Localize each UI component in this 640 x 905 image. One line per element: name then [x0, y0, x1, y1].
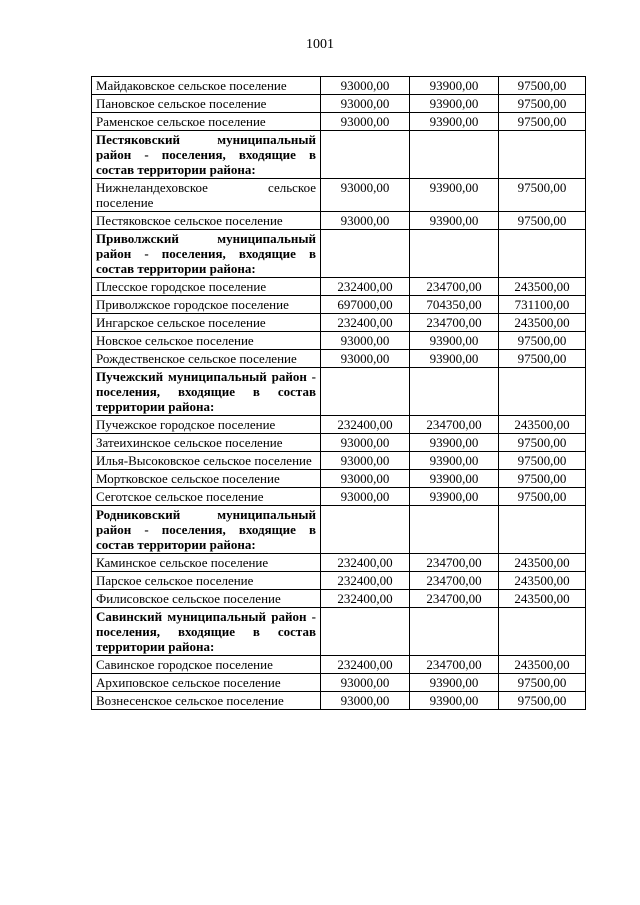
amount-year-2: 93900,00: [410, 212, 499, 230]
table-body: [92, 77, 586, 710]
district-heading-row: [92, 506, 586, 554]
amount-year-1: 93000,00: [321, 674, 410, 692]
amount-year-2: [410, 131, 499, 179]
settlement-row: [92, 470, 586, 488]
amount-year-2: 93900,00: [410, 113, 499, 131]
amount-year-3: 97500,00: [499, 77, 586, 95]
settlement-row: [92, 95, 586, 113]
settlement-name: Майдаковское сельское поселение: [92, 77, 321, 95]
amount-year-1: 232400,00: [321, 278, 410, 296]
amount-year-1: 697000,00: [321, 296, 410, 314]
settlement-row: [92, 314, 586, 332]
district-heading: Приволжский муниципальный район - поселения, входящие в состав территории района:: [92, 230, 321, 278]
settlement-row: [92, 77, 586, 95]
amount-year-2: 93900,00: [410, 95, 499, 113]
district-heading-row: [92, 230, 586, 278]
amount-year-1: 232400,00: [321, 656, 410, 674]
amount-year-1: 93000,00: [321, 95, 410, 113]
amount-year-1: 93000,00: [321, 488, 410, 506]
settlement-name: Илья-Высоковское сельское поселение: [92, 452, 321, 470]
amount-year-3: 97500,00: [499, 434, 586, 452]
amount-year-2: 234700,00: [410, 416, 499, 434]
amount-year-3: 243500,00: [499, 656, 586, 674]
amount-year-2: 93900,00: [410, 332, 499, 350]
settlements-budget-table: [91, 76, 586, 710]
settlement-row: [92, 692, 586, 710]
settlement-name: Парское сельское поселение: [92, 572, 321, 590]
amount-year-1: 93000,00: [321, 179, 410, 212]
amount-year-1: 232400,00: [321, 590, 410, 608]
district-heading: Савинский муниципальный район - поселения, входящие в состав территории района:: [92, 608, 321, 656]
amount-year-1: 232400,00: [321, 572, 410, 590]
settlement-name: Пучежское городское поселение: [92, 416, 321, 434]
amount-year-1: [321, 506, 410, 554]
amount-year-2: 704350,00: [410, 296, 499, 314]
amount-year-3: 243500,00: [499, 314, 586, 332]
settlement-name: Филисовское сельское поселение: [92, 590, 321, 608]
settlement-name: Архиповское сельское поселение: [92, 674, 321, 692]
amount-year-3: 97500,00: [499, 179, 586, 212]
amount-year-3: [499, 368, 586, 416]
amount-year-2: 234700,00: [410, 590, 499, 608]
settlement-row: [92, 113, 586, 131]
settlement-row: [92, 656, 586, 674]
amount-year-1: 232400,00: [321, 314, 410, 332]
amount-year-1: [321, 131, 410, 179]
amount-year-1: 93000,00: [321, 434, 410, 452]
settlement-name: Рождественское сельское поселение: [92, 350, 321, 368]
amount-year-3: 243500,00: [499, 590, 586, 608]
amount-year-3: 97500,00: [499, 350, 586, 368]
amount-year-3: 97500,00: [499, 692, 586, 710]
settlement-name: Плесское городское поселение: [92, 278, 321, 296]
settlement-row: [92, 674, 586, 692]
settlement-name: Мортковское сельское поселение: [92, 470, 321, 488]
settlement-row: [92, 488, 586, 506]
amount-year-3: 97500,00: [499, 212, 586, 230]
amount-year-3: 97500,00: [499, 674, 586, 692]
amount-year-2: 93900,00: [410, 488, 499, 506]
settlement-name: Савинское городское поселение: [92, 656, 321, 674]
amount-year-3: 97500,00: [499, 488, 586, 506]
amount-year-1: 93000,00: [321, 692, 410, 710]
amount-year-2: 234700,00: [410, 572, 499, 590]
district-heading: Родниковский муниципальный район - поселения, входящие в состав территории района:: [92, 506, 321, 554]
amount-year-3: 97500,00: [499, 470, 586, 488]
district-heading-row: [92, 608, 586, 656]
amount-year-2: [410, 230, 499, 278]
amount-year-2: 234700,00: [410, 554, 499, 572]
amount-year-2: 93900,00: [410, 452, 499, 470]
amount-year-3: 97500,00: [499, 113, 586, 131]
amount-year-3: [499, 230, 586, 278]
amount-year-1: 93000,00: [321, 350, 410, 368]
amount-year-2: 93900,00: [410, 179, 499, 212]
amount-year-1: 93000,00: [321, 452, 410, 470]
amount-year-2: 93900,00: [410, 470, 499, 488]
settlement-row: [92, 278, 586, 296]
amount-year-3: 243500,00: [499, 572, 586, 590]
settlement-row: [92, 212, 586, 230]
settlement-row: [92, 452, 586, 470]
amount-year-1: 93000,00: [321, 77, 410, 95]
settlement-row: [92, 296, 586, 314]
amount-year-1: 232400,00: [321, 416, 410, 434]
amount-year-3: 97500,00: [499, 332, 586, 350]
settlement-name: Новское сельское поселение: [92, 332, 321, 350]
amount-year-3: 97500,00: [499, 452, 586, 470]
amount-year-1: [321, 368, 410, 416]
settlement-name: Нижнеландеховское сельское поселение: [92, 179, 321, 212]
settlement-row: [92, 572, 586, 590]
amount-year-2: 93900,00: [410, 692, 499, 710]
page-number: 1001: [306, 37, 334, 52]
amount-year-3: 243500,00: [499, 554, 586, 572]
amount-year-2: 93900,00: [410, 674, 499, 692]
amount-year-1: [321, 608, 410, 656]
amount-year-3: 731100,00: [499, 296, 586, 314]
amount-year-2: 93900,00: [410, 434, 499, 452]
amount-year-1: 93000,00: [321, 332, 410, 350]
settlement-name: Вознесенское сельское поселение: [92, 692, 321, 710]
amount-year-2: [410, 608, 499, 656]
amount-year-3: 243500,00: [499, 278, 586, 296]
amount-year-1: [321, 230, 410, 278]
amount-year-2: 234700,00: [410, 656, 499, 674]
amount-year-1: 93000,00: [321, 212, 410, 230]
amount-year-1: 93000,00: [321, 470, 410, 488]
settlement-row: [92, 590, 586, 608]
settlement-name: Ингарское сельское поселение: [92, 314, 321, 332]
settlement-name: Раменское сельское поселение: [92, 113, 321, 131]
district-heading: Пучежский муниципальный район - поселения, входящие в состав территории района:: [92, 368, 321, 416]
district-heading-row: [92, 368, 586, 416]
settlement-name: Пестяковское сельское поселение: [92, 212, 321, 230]
settlement-row: [92, 554, 586, 572]
amount-year-2: 93900,00: [410, 350, 499, 368]
settlement-row: [92, 434, 586, 452]
settlement-name: Затеихинское сельское поселение: [92, 434, 321, 452]
amount-year-3: 243500,00: [499, 416, 586, 434]
amount-year-3: [499, 131, 586, 179]
amount-year-1: 93000,00: [321, 113, 410, 131]
settlement-row: [92, 416, 586, 434]
district-heading-row: [92, 131, 586, 179]
amount-year-3: [499, 608, 586, 656]
amount-year-3: [499, 506, 586, 554]
settlement-row: [92, 179, 586, 212]
amount-year-1: 232400,00: [321, 554, 410, 572]
amount-year-2: [410, 506, 499, 554]
district-heading: Пестяковский муниципальный район - поселения, входящие в состав территории района:: [92, 131, 321, 179]
amount-year-2: 93900,00: [410, 77, 499, 95]
amount-year-2: 234700,00: [410, 314, 499, 332]
amount-year-2: 234700,00: [410, 278, 499, 296]
settlement-name: Пановское сельское поселение: [92, 95, 321, 113]
settlement-row: [92, 350, 586, 368]
settlement-name: Приволжское городское поселение: [92, 296, 321, 314]
settlement-name: Сеготское сельское поселение: [92, 488, 321, 506]
amount-year-2: [410, 368, 499, 416]
settlement-name: Каминское сельское поселение: [92, 554, 321, 572]
amount-year-3: 97500,00: [499, 95, 586, 113]
settlement-row: [92, 332, 586, 350]
